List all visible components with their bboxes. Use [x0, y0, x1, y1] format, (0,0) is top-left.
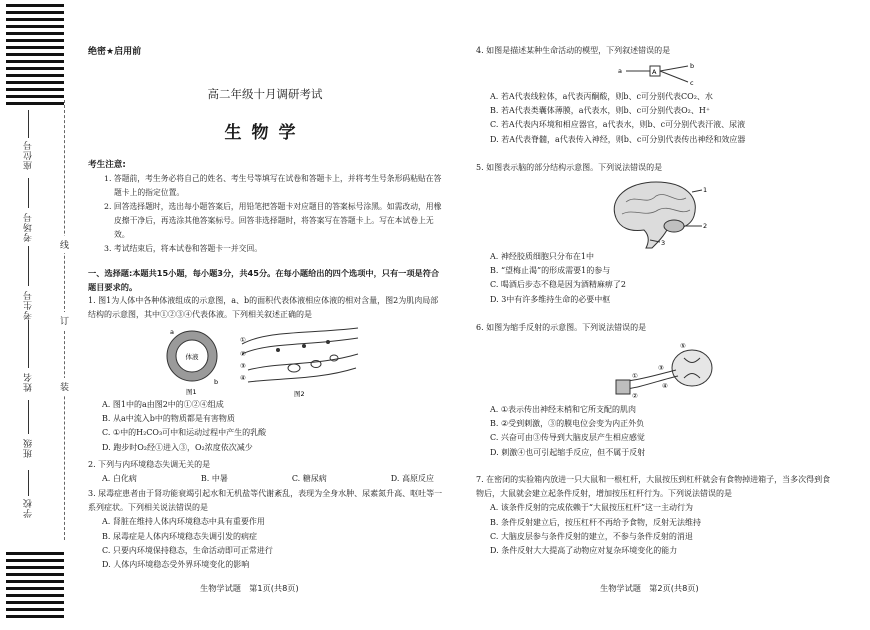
binding-mark-zhuang: 装	[60, 378, 69, 395]
fluid-label-a: a	[170, 328, 174, 336]
school-field[interactable]	[28, 470, 30, 496]
reflex-label-5: ⑤	[680, 342, 686, 350]
option-b[interactable]: B. 条件反射建立后，按压杠杆不再给予食物，反射无法维持	[490, 517, 701, 527]
question-4-options	[476, 90, 836, 147]
exam-room-field[interactable]	[28, 178, 30, 208]
question-stem: 2. 下列与内环境稳态失调无关的是	[88, 460, 211, 469]
reflex-label-1: ①	[632, 372, 638, 380]
question-stem: 4. 如图是描述某种生命活动的模型，下列叙述错误的是	[476, 46, 671, 55]
muscle-label-3: ③	[240, 362, 246, 370]
reflex-label-2: ②	[632, 392, 638, 400]
option-d[interactable]: D. 高原反应	[390, 474, 434, 484]
option-row	[88, 472, 444, 486]
question-4	[476, 44, 836, 58]
question-stem: 6. 如图为缩手反射的示意图。下列说法错误的是	[476, 323, 647, 332]
binding-mark-ding: 订	[60, 312, 69, 329]
reflex-label-4: ④	[662, 382, 668, 390]
muscle-label-2: ②	[240, 350, 246, 358]
option-a[interactable]: A. 白化病	[102, 474, 137, 484]
question-stem: 1. 图1为人体中各种体液组成的示意图，a、b的面积代表体液相应体液的相对含量，图2为肌肉局部结构的示意图，其中①②③④代表体液。下列相关叙述正确的是	[88, 296, 439, 320]
school-label: 学校	[24, 498, 34, 518]
question-3	[88, 487, 444, 572]
option-a[interactable]: A. 该条件反射的完成依赖于“大鼠按压杠杆”这一主动行为	[490, 503, 694, 513]
question-1-options	[88, 398, 444, 455]
option-a[interactable]: A. ①表示传出神经末梢和它所支配的肌肉	[490, 405, 637, 414]
question-stem: 3. 尿毒症患者由于肾功能衰竭引起水和无机盐等代谢紊乱，表现为全身水肿、尿素氮升高、呕吐等一系列症状。下列相关说法错误的是	[88, 489, 443, 513]
option-d[interactable]: D. 跑步时O₂经①进入③，O₂浓度依次减少	[102, 442, 253, 452]
option-a[interactable]: A. 肾脏在维持人体内环境稳态中具有重要作用	[102, 517, 265, 527]
brain-label-2: 2	[703, 222, 708, 230]
figure-2-caption: 图2	[294, 390, 305, 398]
notice-item: 3. 考试结束后，将本试卷和答题卡一并交回。	[104, 244, 263, 253]
exam-room-label: 考场号	[24, 212, 34, 242]
barcode-top	[6, 4, 64, 109]
binding-mark-line: 线	[60, 236, 69, 253]
option-c[interactable]: C. 大脑皮层参与条件反射的建立，不参与条件反射的消退	[490, 531, 693, 541]
seat-number-field[interactable]	[28, 110, 30, 138]
secret-mark: 绝密★启用前	[88, 47, 142, 57]
model-label-b: b	[690, 62, 695, 70]
notice-list	[104, 172, 444, 256]
muscle-label-1: ①	[240, 336, 246, 344]
barcode-bottom	[6, 552, 64, 622]
option-a[interactable]: A. 神经胶质细胞只分布在1中	[490, 252, 594, 261]
option-c[interactable]: C. 糖尿病	[291, 474, 327, 484]
question-2	[88, 458, 444, 486]
option-b[interactable]: B. 中暑	[200, 474, 228, 484]
question-6-options	[476, 403, 836, 460]
fluid-label-b: b	[214, 378, 219, 386]
question-stem: 5. 如图表示脑的部分结构示意图。下列说法错误的是	[476, 163, 663, 172]
student-number-field[interactable]	[28, 246, 30, 286]
question-5-options	[476, 250, 836, 307]
option-b[interactable]: B. 从a中流入b中的物质都是有害物质	[102, 414, 235, 424]
model-label-a: a	[618, 67, 622, 75]
option-c[interactable]: C. 若A代表内环境和相应器官，a代表水，则b、c可分别代表汗液、尿液	[490, 120, 746, 130]
class-field[interactable]	[28, 400, 30, 434]
option-b[interactable]: B. “望梅止渴”的形成需要1的参与	[490, 266, 611, 276]
option-a[interactable]: A. 图1中的a由图2中的①②④组成	[102, 400, 224, 409]
body-fluid-ring-figure	[162, 326, 228, 398]
subject-title: 生物学	[224, 123, 306, 143]
exam-title: 高二年级十月调研考试	[207, 87, 323, 101]
page-footer-left: 生物学试题 第1页(共8页)	[200, 583, 299, 593]
figure-1-caption: 图1	[186, 388, 197, 396]
option-d[interactable]: D. 3中有许多维持生命的必要中枢	[490, 294, 611, 304]
notice-item: 1. 答题前，考生务必将自己的姓名、考生号等填写在试卷和答题卡上，并将考生号条形码粘贴在答题卡上的指定位置。	[104, 174, 442, 197]
seat-number-label: 座位号	[24, 140, 34, 170]
muscle-label-4: ④	[240, 374, 246, 382]
model-label-A: A	[652, 68, 657, 76]
option-d[interactable]: D. 刺激④也可引起缩手反应，但不属于反射	[490, 447, 646, 457]
notice-heading: 考生注意:	[88, 160, 126, 170]
reflex-arc-figure	[610, 340, 720, 400]
option-b[interactable]: B. ②受到刺激，③的膜电位会变为内正外负	[490, 419, 645, 429]
question-5	[476, 161, 836, 175]
option-b[interactable]: B. 若A代表类囊体薄膜，a代表水，则b、c可分别代表O₂、H⁺	[490, 106, 711, 116]
name-label: 姓名	[24, 372, 34, 392]
fluid-center-label: 体液	[185, 353, 199, 361]
option-c[interactable]: C. ①中的H₂CO₃可中和运动过程中产生的乳酸	[102, 428, 267, 438]
brain-figure	[606, 178, 710, 250]
student-number-label: 考生号	[24, 290, 34, 320]
muscle-tissue-figure	[238, 324, 364, 400]
option-d[interactable]: D. 人体内环境稳态受外界环境变化的影响	[102, 560, 250, 570]
option-c[interactable]: C. 喝酒后步态不稳是因为酒精麻痹了2	[490, 280, 627, 290]
question-stem: 7. 在密闭的实验箱内放进一只大鼠和一根杠杆，大鼠按压到杠杆就会有食物掉进箱子，当多次得到食物后，大鼠就会建立起条件反射，增加按压杠杆行为。下列说法错误的是	[476, 475, 831, 499]
brain-label-1: 1	[703, 186, 708, 194]
life-activity-model-figure	[616, 60, 700, 90]
question-1	[88, 294, 444, 322]
brain-label-3: 3	[661, 239, 666, 247]
option-c[interactable]: C. 兴奋可由③传导到大脑皮层产生相应感觉	[490, 433, 645, 443]
page-footer-right: 生物学试题 第2页(共8页)	[600, 583, 699, 593]
section-heading: 一、选择题:本题共15小题，每小题3分，共45分。在每小题给出的四个选项中，只有一项是符合题目要求的。	[88, 268, 440, 292]
option-b[interactable]: B. 尿毒症是人体内环境稳态失调引发的病症	[102, 531, 257, 541]
option-d[interactable]: D. 若A代表脊髓，a代表传入神经，则b、c可分别代表传出神经和效应器	[490, 134, 746, 144]
option-a[interactable]: A. 若A代表线粒体，a代表丙酮酸，则b、c可分别代表CO₂、水	[490, 92, 713, 101]
class-label: 班级	[24, 438, 34, 458]
option-d[interactable]: D. 条件反射大大提高了动物应对复杂环境变化的能力	[490, 546, 678, 556]
question-6	[476, 321, 836, 335]
name-field[interactable]	[28, 320, 30, 368]
option-c[interactable]: C. 只要内环境保持稳态，生命活动即可正常进行	[102, 545, 273, 555]
notice-item: 2. 回答选择题时，选出每小题答案后，用铅笔把答题卡对应题目的答案标号涂黑。如需改动，用橡皮擦干净后，再选涂其他答案标号。回答非选择题时，将答案写在答题卡上。写在本试卷上无效。	[104, 202, 442, 239]
question-7	[476, 473, 836, 558]
reflex-label-3: ③	[658, 364, 664, 372]
model-label-c: c	[690, 79, 694, 87]
